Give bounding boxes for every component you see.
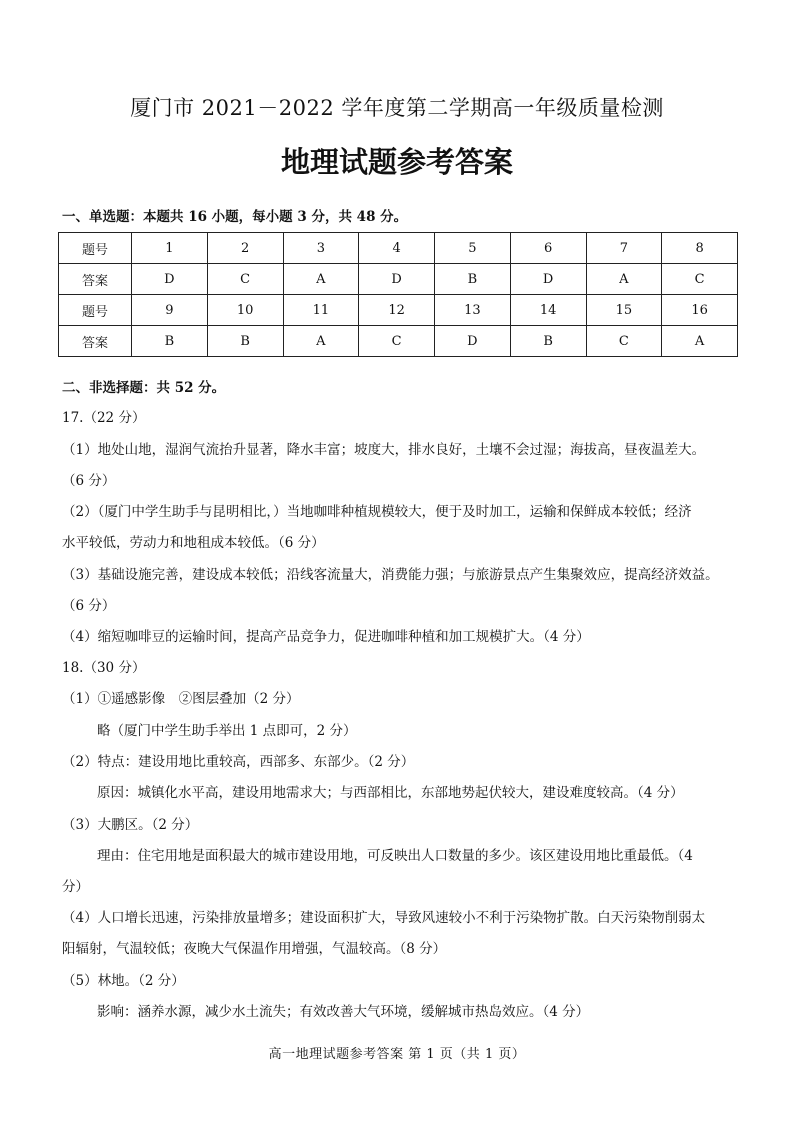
table-cell: 3 bbox=[283, 233, 359, 264]
table-cell: A bbox=[662, 326, 738, 357]
section-1-title: 一、单选题：本题共 16 小题，每小题 3 分，共 48 分。 bbox=[62, 209, 408, 225]
table-cell: 7 bbox=[586, 233, 662, 264]
answer-table bbox=[58, 232, 738, 357]
table-cell: 2 bbox=[207, 233, 283, 264]
table-row bbox=[59, 233, 738, 264]
answer-18-3-reason-line-1: 理由：住宅用地是面积最大的城市建设用地，可反映出人口数量的多少。该区建设用地比重最低。（4 bbox=[97, 848, 693, 864]
table-cell: D bbox=[510, 264, 586, 295]
answer-18-3: （3）大鹏区。（2 分） bbox=[62, 817, 199, 833]
answer-17-1-line-2: （6 分） bbox=[62, 473, 116, 489]
table-cell: C bbox=[586, 326, 662, 357]
table-cell: B bbox=[510, 326, 586, 357]
answer-18-5-impact: 影响：涵养水源，减少水土流失；有效改善大气环境，缓解城市热岛效应。（4 分） bbox=[97, 1004, 590, 1020]
answer-18-3-reason-line-2: 分） bbox=[62, 879, 89, 895]
row-label: 题号 bbox=[59, 295, 132, 326]
answer-17-4: （4）缩短咖啡豆的运输时间，提高产品竞争力，促进咖啡种植和加工规模扩大。（4 分） bbox=[62, 629, 590, 645]
table-cell: A bbox=[586, 264, 662, 295]
table-cell: 16 bbox=[662, 295, 738, 326]
table-cell: D bbox=[359, 264, 435, 295]
answer-17-1-line-1: （1）地处山地，湿润气流抬升显著，降水丰富；坡度大，排水良好，土壤不会过湿；海拔高，昼夜温差大。 bbox=[62, 442, 706, 458]
row-label: 题号 bbox=[59, 233, 132, 264]
table-cell: 14 bbox=[510, 295, 586, 326]
row-label: 答案 bbox=[59, 264, 132, 295]
question-18-header: 18.（30 分） bbox=[62, 660, 146, 676]
document-title: 地理试题参考答案 bbox=[280, 145, 513, 179]
table-cell: B bbox=[132, 326, 208, 357]
row-label: 答案 bbox=[59, 326, 132, 357]
table-cell: 4 bbox=[359, 233, 435, 264]
table-cell: 15 bbox=[586, 295, 662, 326]
answer-18-2-feature: （2）特点：建设用地比重较高，西部多、东部少。（2 分） bbox=[62, 754, 415, 770]
table-row bbox=[59, 264, 738, 295]
table-cell: 10 bbox=[207, 295, 283, 326]
answer-18-2-reason: 原因：城镇化水平高，建设用地需求大；与西部相比，东部地势起伏较大，建设难度较高。（4 分） bbox=[97, 785, 684, 801]
answer-18-4-line-2: 阳辐射，气温较低；夜晚大气保温作用增强，气温较高。（8 分） bbox=[62, 941, 447, 957]
table-cell: C bbox=[359, 326, 435, 357]
table-cell: 8 bbox=[662, 233, 738, 264]
table-cell: 13 bbox=[435, 295, 511, 326]
exam-title: 厦门市 2021－2022 学年度第二学期高一年级质量检测 bbox=[130, 96, 664, 120]
answer-18-5: （5）林地。（2 分） bbox=[62, 973, 185, 989]
table-cell: C bbox=[207, 264, 283, 295]
table-cell: 5 bbox=[435, 233, 511, 264]
table-cell: 1 bbox=[132, 233, 208, 264]
table-cell: D bbox=[132, 264, 208, 295]
page-footer: 高一地理试题参考答案 第 1 页（共 1 页） bbox=[268, 1047, 526, 1062]
table-cell: 6 bbox=[510, 233, 586, 264]
table-cell: B bbox=[435, 264, 511, 295]
table-cell: A bbox=[283, 326, 359, 357]
table-cell: 11 bbox=[283, 295, 359, 326]
table-row bbox=[59, 326, 738, 357]
answer-17-2-line-1: （2）（厦门中学生助手与昆明相比，）当地咖啡种植规模较大，便于及时加工，运输和保鲜成本较低；经济 bbox=[62, 504, 692, 520]
table-cell: B bbox=[207, 326, 283, 357]
question-17-header: 17.（22 分） bbox=[62, 410, 146, 426]
answer-17-2-line-2: 水平较低，劳动力和地租成本较低。（6 分） bbox=[62, 535, 325, 551]
table-row bbox=[59, 295, 738, 326]
answer-17-3-line-2: （6 分） bbox=[62, 598, 116, 614]
answer-18-1: （1）①遥感影像 ②图层叠加（2 分） bbox=[62, 691, 300, 707]
table-cell: 9 bbox=[132, 295, 208, 326]
table-cell: A bbox=[283, 264, 359, 295]
answer-18-4-line-1: （4）人口增长迅速，污染排放量增多；建设面积扩大，导致风速较小不利于污染物扩散。白天污染物削弱太 bbox=[62, 910, 706, 926]
answer-17-3-line-1: （3）基础设施完善，建设成本较低；沿线客流量大，消费能力强；与旅游景点产生集聚效应，提高经济效益。 bbox=[62, 567, 719, 583]
section-2-title: 二、非选择题：共 52 分。 bbox=[62, 380, 226, 396]
table-cell: D bbox=[435, 326, 511, 357]
answer-18-1-note: 略（厦门中学生助手举出 1 点即可，2 分） bbox=[97, 723, 357, 739]
table-cell: 12 bbox=[359, 295, 435, 326]
table-cell: C bbox=[662, 264, 738, 295]
